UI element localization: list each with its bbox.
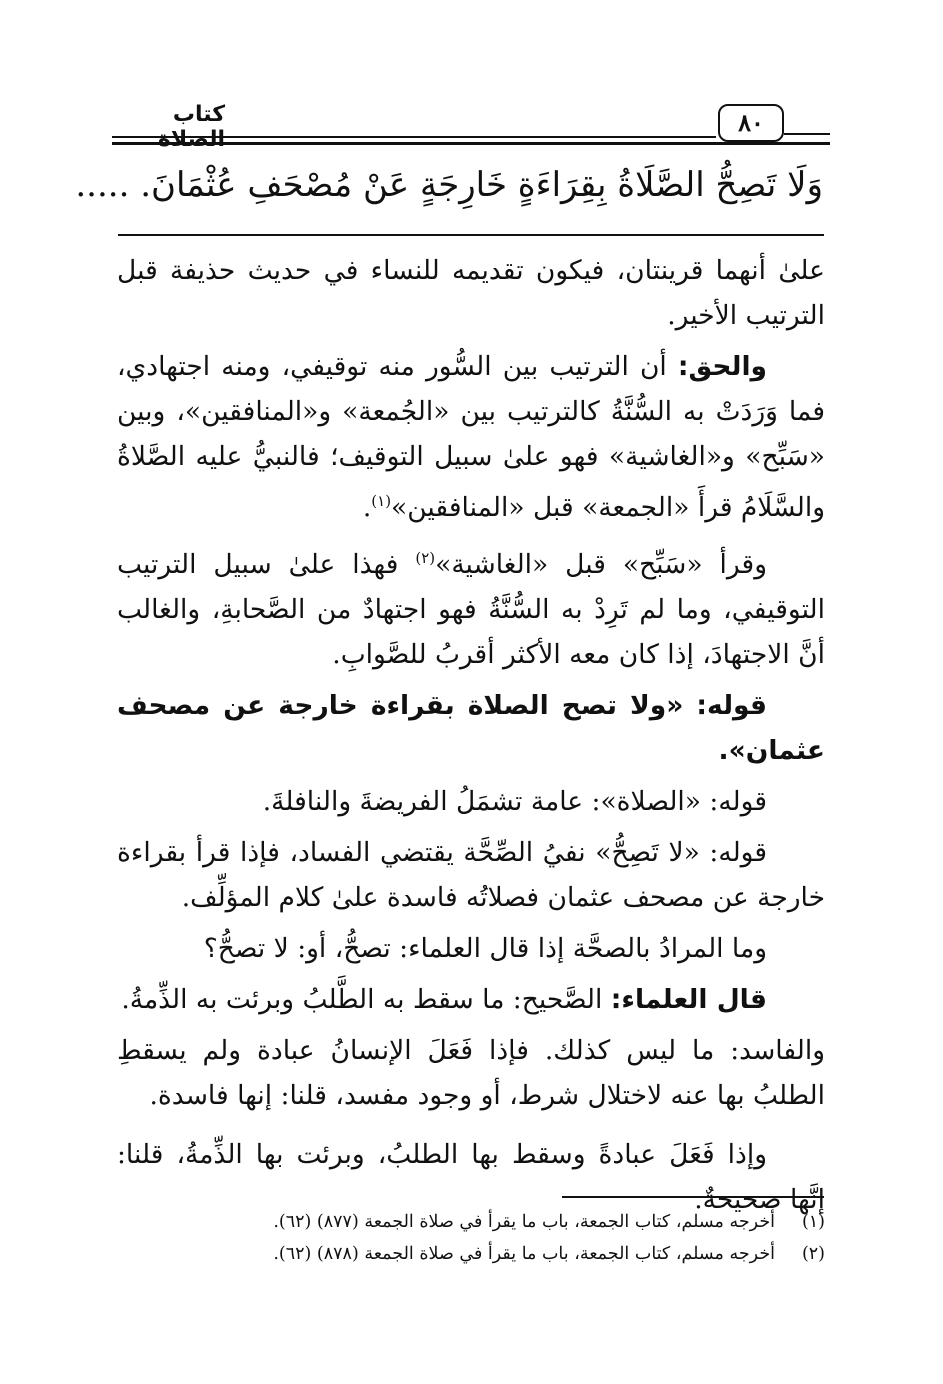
paragraph-text: قوله: «الصلاة»: عامة تشمَلُ الفريضةَ والنافلةَ.: [262, 785, 767, 817]
paragraph-text: والفاسد: ما ليس كذلك. فإذا فَعَلَ الإنسانُ عبادة ولم يسقطِ الطلبُ بها عنه لاختلال شرط، أو وجود مفسد، قلنا: إنها فاسدة.: [117, 1034, 825, 1111]
paragraph: [117, 344, 825, 530]
page-number: ٨٠: [718, 104, 784, 142]
paragraph-text: الصَّحيح: ما سقط به الطَّلبُ وبرئت به الذِّمةُ.: [121, 983, 611, 1015]
footnote-text: أخرجه مسلم، كتاب الجمعة، باب ما يقرأ في صلاة الجمعة (٨٧٧) (٦٢).: [273, 1212, 775, 1232]
paragraph: [117, 248, 825, 338]
paragraph-text: وإذا فَعَلَ عبادةً وسقط بها الطلبُ، وبرئت بها الذِّمةُ، قلنا: إنَّها صحيحةٌ.: [117, 1138, 825, 1215]
paragraph: [117, 926, 825, 971]
paragraph: [117, 683, 825, 773]
paragraph-text: وما المرادُ بالصحَّة إذا قال العلماء: تصحُّ، أو: لا تصحُّ؟: [203, 932, 767, 964]
footnote: [117, 1238, 825, 1270]
running-header-title: كتاب الصلاة: [157, 102, 225, 152]
paragraph: [117, 1028, 825, 1118]
footnote-number: (٢): [801, 1244, 825, 1264]
footnote-number: (١): [801, 1212, 825, 1232]
matn-separator: [118, 234, 824, 236]
paragraph-text: قوله: «لا تَصِحُّ» نفيُ الصِّحَّة يقتضي الفساد، فإذا قرأ بقراءة خارجة عن مصحف عثمان فصلاتُه فاسدة علىٰ كلام المؤلِّف.: [117, 836, 825, 913]
matn-text: وَلَا تَصِحُّ الصَّلَاةُ بِقِرَاءَةٍ خَارِجَةٍ عَنْ مُصْحَفِ عُثْمَانَ. .....: [75, 165, 823, 205]
paragraph: [117, 977, 825, 1022]
footnote-text: أخرجه مسلم، كتاب الجمعة، باب ما يقرأ في صلاة الجمعة (٨٧٨) (٦٢).: [273, 1244, 775, 1264]
paragraph-text: فهذا علىٰ سبيل الترتيب التوقيفي، وما لم تَرِدْ به السُّنَّةُ فهو اجتهادٌ من الصَّحابةِ، والغالب أنَّ الاجتهادَ، إذا كان معه الأكثر أقربُ للصَّوابِ.: [117, 548, 825, 670]
footnotes: [117, 1206, 825, 1270]
quoted-matn: قوله: «ولا تصح الصلاة بقراءة خارجة عن مصحف عثمان».: [117, 689, 825, 766]
commentary-body: [117, 248, 825, 1228]
footnote-ref[interactable]: (٢): [415, 548, 436, 567]
footnote-separator: [562, 1196, 824, 1198]
paragraph: [117, 779, 825, 824]
footnote: [117, 1206, 825, 1238]
header-rule-short: [784, 133, 830, 135]
paragraph-text: وقرأ «سَبِّح» قبل «الغاشية»: [435, 548, 767, 580]
header-rule-thick: [112, 142, 830, 145]
paragraph-text: علىٰ أنهما قرينتان، فيكون تقديمه للنساء في حديث حذيفة قبل الترتيب الأخير.: [117, 255, 825, 331]
footnote-ref[interactable]: (١): [371, 492, 392, 510]
header-rule: [112, 136, 716, 138]
lead-term: قال العلماء:: [610, 983, 767, 1015]
paragraph-text: أن الترتيب بين السُّور منه توقيفي، ومنه اجتهادي، فما وَرَدَتْ به السُّنَّةُ كالترتيب بين «الجُمعة» و«المنافقين»، وبين «سَبِّح» و«الغاشية» فهو علىٰ سبيل التوقيف؛ فالنبيُّ عليه الصَّلاةُ والسَّلَامُ قرأَ «الجمعة» قبل «المنافقين»: [117, 351, 825, 523]
paragraph-text: .: [362, 491, 372, 523]
lead-term: والحق:: [677, 351, 767, 382]
paragraph: [117, 536, 825, 677]
paragraph: [117, 830, 825, 920]
